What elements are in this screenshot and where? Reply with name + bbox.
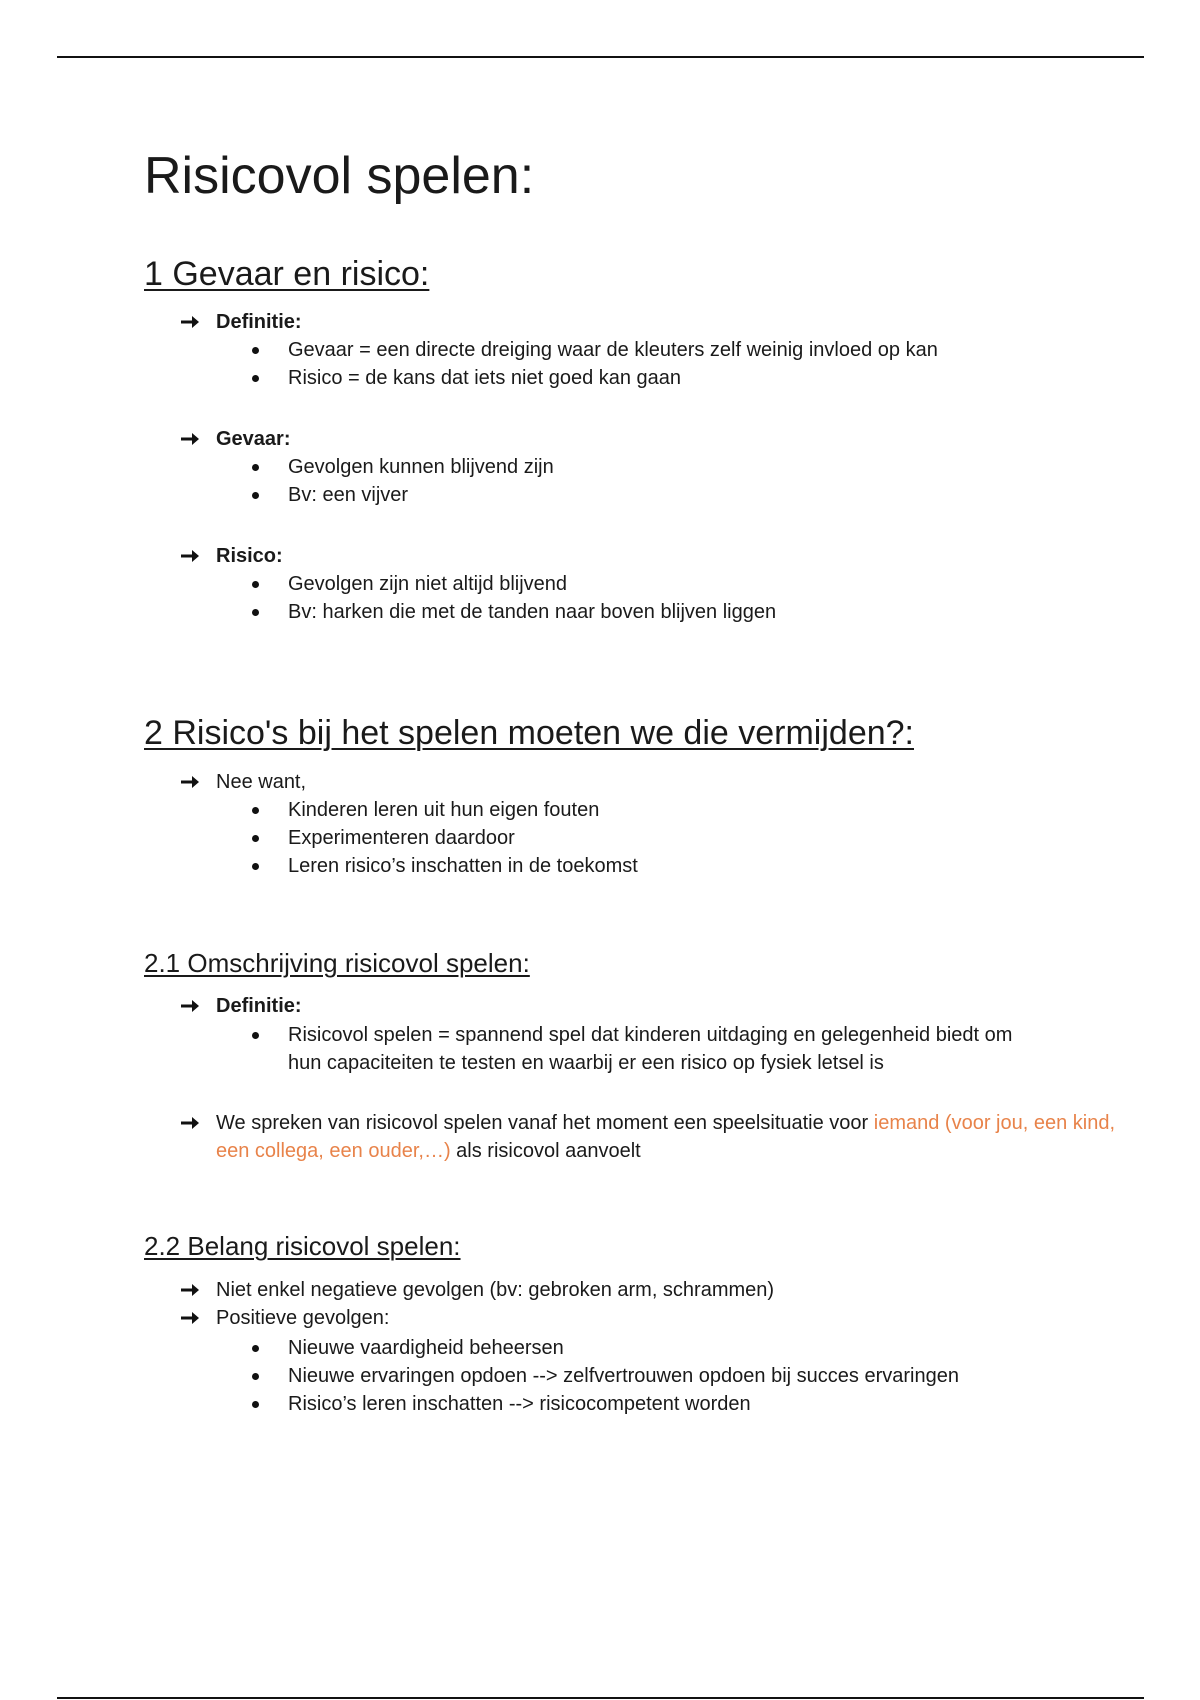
bullet-icon <box>252 1032 259 1039</box>
arrow-right-icon <box>180 1276 202 1304</box>
bullet-icon <box>252 581 259 588</box>
list-item: Gevaar = een directe dreiging waar de kleuters zelf weinig invloed op kan <box>252 336 1112 364</box>
spreken-arrow-item <box>180 1109 1120 1165</box>
bullet-icon <box>252 1401 259 1408</box>
arrow-right-icon <box>180 992 202 1020</box>
bullet-icon <box>252 1373 259 1380</box>
page-title: Risicovol spelen: <box>144 147 535 205</box>
list-item: Risico = de kans dat iets niet goed kan gaan <box>252 364 1112 392</box>
bullet-icon <box>252 464 259 471</box>
list-item: Gevolgen kunnen blijvend zijn <box>252 453 1112 481</box>
list-item: Risico’s leren inschatten --> risicocompetent worden <box>252 1390 1112 1418</box>
niet-enkel-arrow-item <box>180 1276 1100 1304</box>
positieve-text: Positieve gevolgen: <box>216 1307 390 1329</box>
list-item: Leren risico’s inschatten in de toekomst <box>252 852 1112 880</box>
gevaar-label: Gevaar: <box>216 428 291 450</box>
bullet-icon <box>252 375 259 382</box>
arrow-right-icon <box>180 1304 202 1332</box>
list-item: Experimenteren daardoor <box>252 824 1112 852</box>
definitie-2-1-arrow-item <box>180 992 1100 1020</box>
bullet-icon <box>252 492 259 499</box>
positieve-arrow-item <box>180 1304 1100 1332</box>
section-2-heading: 2 Risico's bij het spelen moeten we die vermijden?: <box>144 714 914 752</box>
nee-want-text: Nee want, <box>216 771 307 793</box>
section-1-heading: 1 Gevaar en risico: <box>144 255 430 293</box>
list-item: Nieuwe vaardigheid beheersen <box>252 1334 1112 1362</box>
list-item: Gevolgen zijn niet altijd blijvend <box>252 570 1112 598</box>
list-item: Kinderen leren uit hun eigen fouten <box>252 796 1112 824</box>
definitie-2-1-label: Definitie: <box>216 995 302 1017</box>
bullet-icon <box>252 1345 259 1352</box>
section-2-2-heading: 2.2 Belang risicovol spelen: <box>144 1231 461 1261</box>
risico-label: Risico: <box>216 545 283 567</box>
definitie-bullet-list <box>252 336 1112 392</box>
definitie-2-1-bullet-list <box>252 1021 1032 1077</box>
top-rule <box>57 56 1144 58</box>
definitie-arrow-item <box>180 308 1100 336</box>
highlighted-text: iemand (voor jou, een kind, een collega, een ouder,…) <box>216 1112 1116 1162</box>
arrow-right-icon <box>180 1109 202 1137</box>
section-2-bullet-list <box>252 796 1112 880</box>
arrow-right-icon <box>180 425 202 453</box>
arrow-right-icon <box>180 542 202 570</box>
definitie-label: Definitie: <box>216 311 302 333</box>
bullet-icon <box>252 807 259 814</box>
bullet-icon <box>252 347 259 354</box>
bullet-icon <box>252 609 259 616</box>
spreken-text: We spreken van risicovol spelen vanaf het moment een speelsituatie voor iemand (voor jou, een kind, een collega, een ouder,…) als risicovol aanvoelt <box>216 1112 1116 1162</box>
bullet-icon <box>252 863 259 870</box>
section-2-2-bullet-list <box>252 1334 1112 1418</box>
risico-arrow-item <box>180 542 1100 570</box>
list-item: Nieuwe ervaringen opdoen --> zelfvertrouwen opdoen bij succes ervaringen <box>252 1362 1112 1390</box>
section-2-1-heading: 2.1 Omschrijving risicovol spelen: <box>144 948 530 978</box>
list-item: Bv: een vijver <box>252 481 1112 509</box>
gevaar-arrow-item <box>180 425 1100 453</box>
gevaar-bullet-list <box>252 453 1112 509</box>
bullet-icon <box>252 835 259 842</box>
list-item: Bv: harken die met de tanden naar boven blijven liggen <box>252 598 1112 626</box>
niet-enkel-text: Niet enkel negatieve gevolgen (bv: gebroken arm, schrammen) <box>216 1279 775 1301</box>
arrow-right-icon <box>180 768 202 796</box>
list-item: Risicovol spelen = spannend spel dat kinderen uitdaging en gelegenheid biedt om hun capaciteiten te testen en waarbij er een risico op fysiek letsel is <box>252 1021 1032 1077</box>
bottom-rule <box>57 1697 1144 1699</box>
nee-want-arrow-item <box>180 768 1100 796</box>
risico-bullet-list <box>252 570 1112 626</box>
arrow-right-icon <box>180 308 202 336</box>
